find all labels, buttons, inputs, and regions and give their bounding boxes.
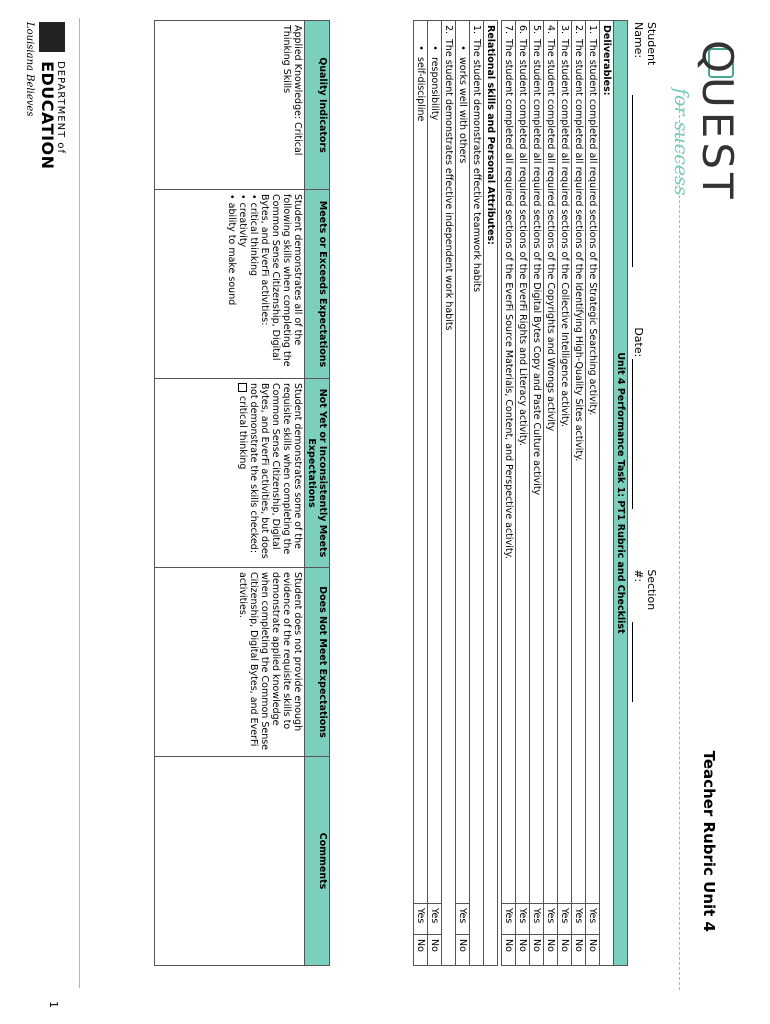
table-row: [516, 21, 530, 966]
deliverables-table: [501, 20, 628, 966]
deliverable-text: The student completed all required sections of the Digital Bytes Copy and Paste Culture activity: [531, 39, 542, 496]
bullet: •: [457, 45, 468, 51]
deliverable-text: The student completed all required sections of the Copyrights and Wrongs activity: [545, 39, 556, 432]
deliverables-heading: Deliverables:: [600, 21, 614, 966]
meets-item: • ability to make sound: [226, 194, 237, 306]
section-line[interactable]: [632, 622, 645, 702]
meets-item: • creativity: [237, 194, 248, 248]
item-number: 1.: [471, 25, 482, 35]
table-row: [470, 21, 484, 966]
yes-option[interactable]: Yes: [428, 904, 442, 935]
student-info-fields: [632, 22, 658, 742]
doe-dept: DEPARTMENT of: [55, 61, 66, 155]
yes-option[interactable]: Yes: [530, 904, 544, 935]
no-option[interactable]: No: [516, 935, 530, 966]
item-number: 7.: [503, 25, 514, 35]
table-row: [502, 21, 516, 966]
no-option[interactable]: No: [456, 935, 470, 966]
bullet: •: [429, 45, 440, 51]
table-row: [530, 21, 544, 966]
no-option[interactable]: No: [502, 935, 516, 966]
louisiana-shape-icon: [39, 22, 65, 52]
student-name-label: Student Name:: [632, 22, 658, 66]
item-number: 2.: [443, 25, 454, 35]
doe-logo: [24, 22, 65, 170]
item-number: 2.: [573, 25, 584, 35]
deliverable-text: The student completed all required sections of the Strategic Searching activity.: [587, 39, 598, 416]
relational-skills-table: [413, 20, 498, 966]
table-row: [414, 21, 428, 966]
doe-tagline: Louisiana Believes: [24, 22, 35, 117]
column-header: Comments: [305, 757, 330, 966]
does-not-cell: Student does not provide enough evidence of the requisite skills to demonstrate applied knowledge when completing the Common Sense Citizenship, Digital Bytes, and EverFi activities.: [155, 568, 305, 757]
relational-heading: Relational skills and Personal Attributes:: [484, 21, 498, 966]
page-number: 1: [47, 1001, 60, 1008]
deliverable-text: The student completed all required sections of the EverFi Rights and Literacy activity.: [517, 39, 528, 446]
table-row: [586, 21, 600, 966]
column-header: Does Not Meet Expectations: [305, 568, 330, 757]
no-option[interactable]: No: [544, 935, 558, 966]
relational-text: responsibility: [429, 57, 440, 121]
comments-cell[interactable]: [155, 757, 305, 966]
deliverable-text: The student completed all required sections of the Collective Intelligence activity.: [559, 39, 570, 427]
column-header: Not Yet or Inconsistently Meets Expectations: [305, 379, 330, 568]
doe-edu: EDUCATION: [38, 61, 57, 170]
table-row: [572, 21, 586, 966]
yes-option[interactable]: Yes: [414, 904, 428, 935]
table-row: [558, 21, 572, 966]
no-option[interactable]: No: [428, 935, 442, 966]
no-option[interactable]: No: [586, 935, 600, 966]
quest-logo: QUEST: [693, 40, 742, 203]
deliverable-text: The student completed all required sections of the Identifying High-Quality Sites activity.: [573, 39, 584, 462]
relational-text: The student demonstrates effective teamwork habits: [471, 39, 482, 293]
relational-text: The student demonstrates effective independent work habits: [443, 39, 454, 331]
no-option[interactable]: No: [558, 935, 572, 966]
table-row: [544, 21, 558, 966]
table-title: Unit 4 Performance Task 1: PT1 Rubric and Checklist: [614, 21, 628, 966]
header-divider: [679, 100, 680, 990]
not-yet-item[interactable]: [237, 383, 248, 563]
meets-cell: [155, 190, 305, 379]
not-yet-intro: Student demonstrates some of the requisite skills when completing the Common Sense Citizenship, Digital Bytes, and EverFi activities, but does not demonstrate the skills checked:: [248, 383, 303, 559]
yes-option[interactable]: Yes: [558, 904, 572, 935]
yes-option[interactable]: Yes: [502, 904, 516, 935]
yes-option[interactable]: Yes: [456, 904, 470, 935]
yes-option[interactable]: Yes: [544, 904, 558, 935]
relational-text: works well with others: [457, 57, 468, 164]
table-row: [456, 21, 470, 966]
student-name-field[interactable]: [632, 22, 658, 267]
bullet: •: [415, 45, 426, 51]
meets-item: • critical thinking: [248, 194, 259, 277]
column-header: Quality Indicators: [305, 21, 330, 190]
relational-text: self-discipline: [415, 57, 426, 122]
quest-logo-tagline: for success: [670, 88, 692, 196]
no-option[interactable]: No: [530, 935, 544, 966]
yes-option[interactable]: Yes: [516, 904, 530, 935]
item-number: 4.: [545, 25, 556, 35]
page-title: Teacher Rubric Unit 4: [700, 750, 718, 932]
no-option[interactable]: No: [414, 935, 428, 966]
meets-intro: Student demonstrates all of the following skills when completing the Common Sense Citizenship, Digital Bytes, and EverFi activities:: [259, 194, 303, 367]
quality-indicators-table: [154, 20, 330, 966]
deliverable-text: The student completed all required sections of the EverFi Source Materials, Content, and Perspective activity.: [503, 39, 514, 559]
section-label: Section #:: [632, 569, 658, 611]
footer-divider: [79, 18, 80, 988]
checkbox-label: critical thinking: [237, 396, 248, 470]
indicator-cell: Applied Knowledge: Critical Thinking Skills: [155, 21, 305, 190]
yes-option[interactable]: Yes: [586, 904, 600, 935]
date-line[interactable]: [632, 359, 645, 509]
not-yet-cell: [155, 379, 305, 568]
column-header: Meets or Exceeds Expectations: [305, 190, 330, 379]
date-label: Date:: [632, 327, 645, 358]
section-field[interactable]: [632, 569, 658, 702]
table-row: [155, 21, 305, 966]
item-number: 6.: [517, 25, 528, 35]
date-field[interactable]: [632, 327, 658, 509]
student-name-line[interactable]: [632, 95, 645, 267]
item-number: 5.: [531, 25, 542, 35]
no-option[interactable]: No: [572, 935, 586, 966]
item-number: 3.: [559, 25, 570, 35]
yes-option[interactable]: Yes: [572, 904, 586, 935]
item-number: 1.: [587, 25, 598, 35]
checkbox[interactable]: [238, 383, 247, 392]
table-row: [428, 21, 442, 966]
table-row: [442, 21, 456, 966]
